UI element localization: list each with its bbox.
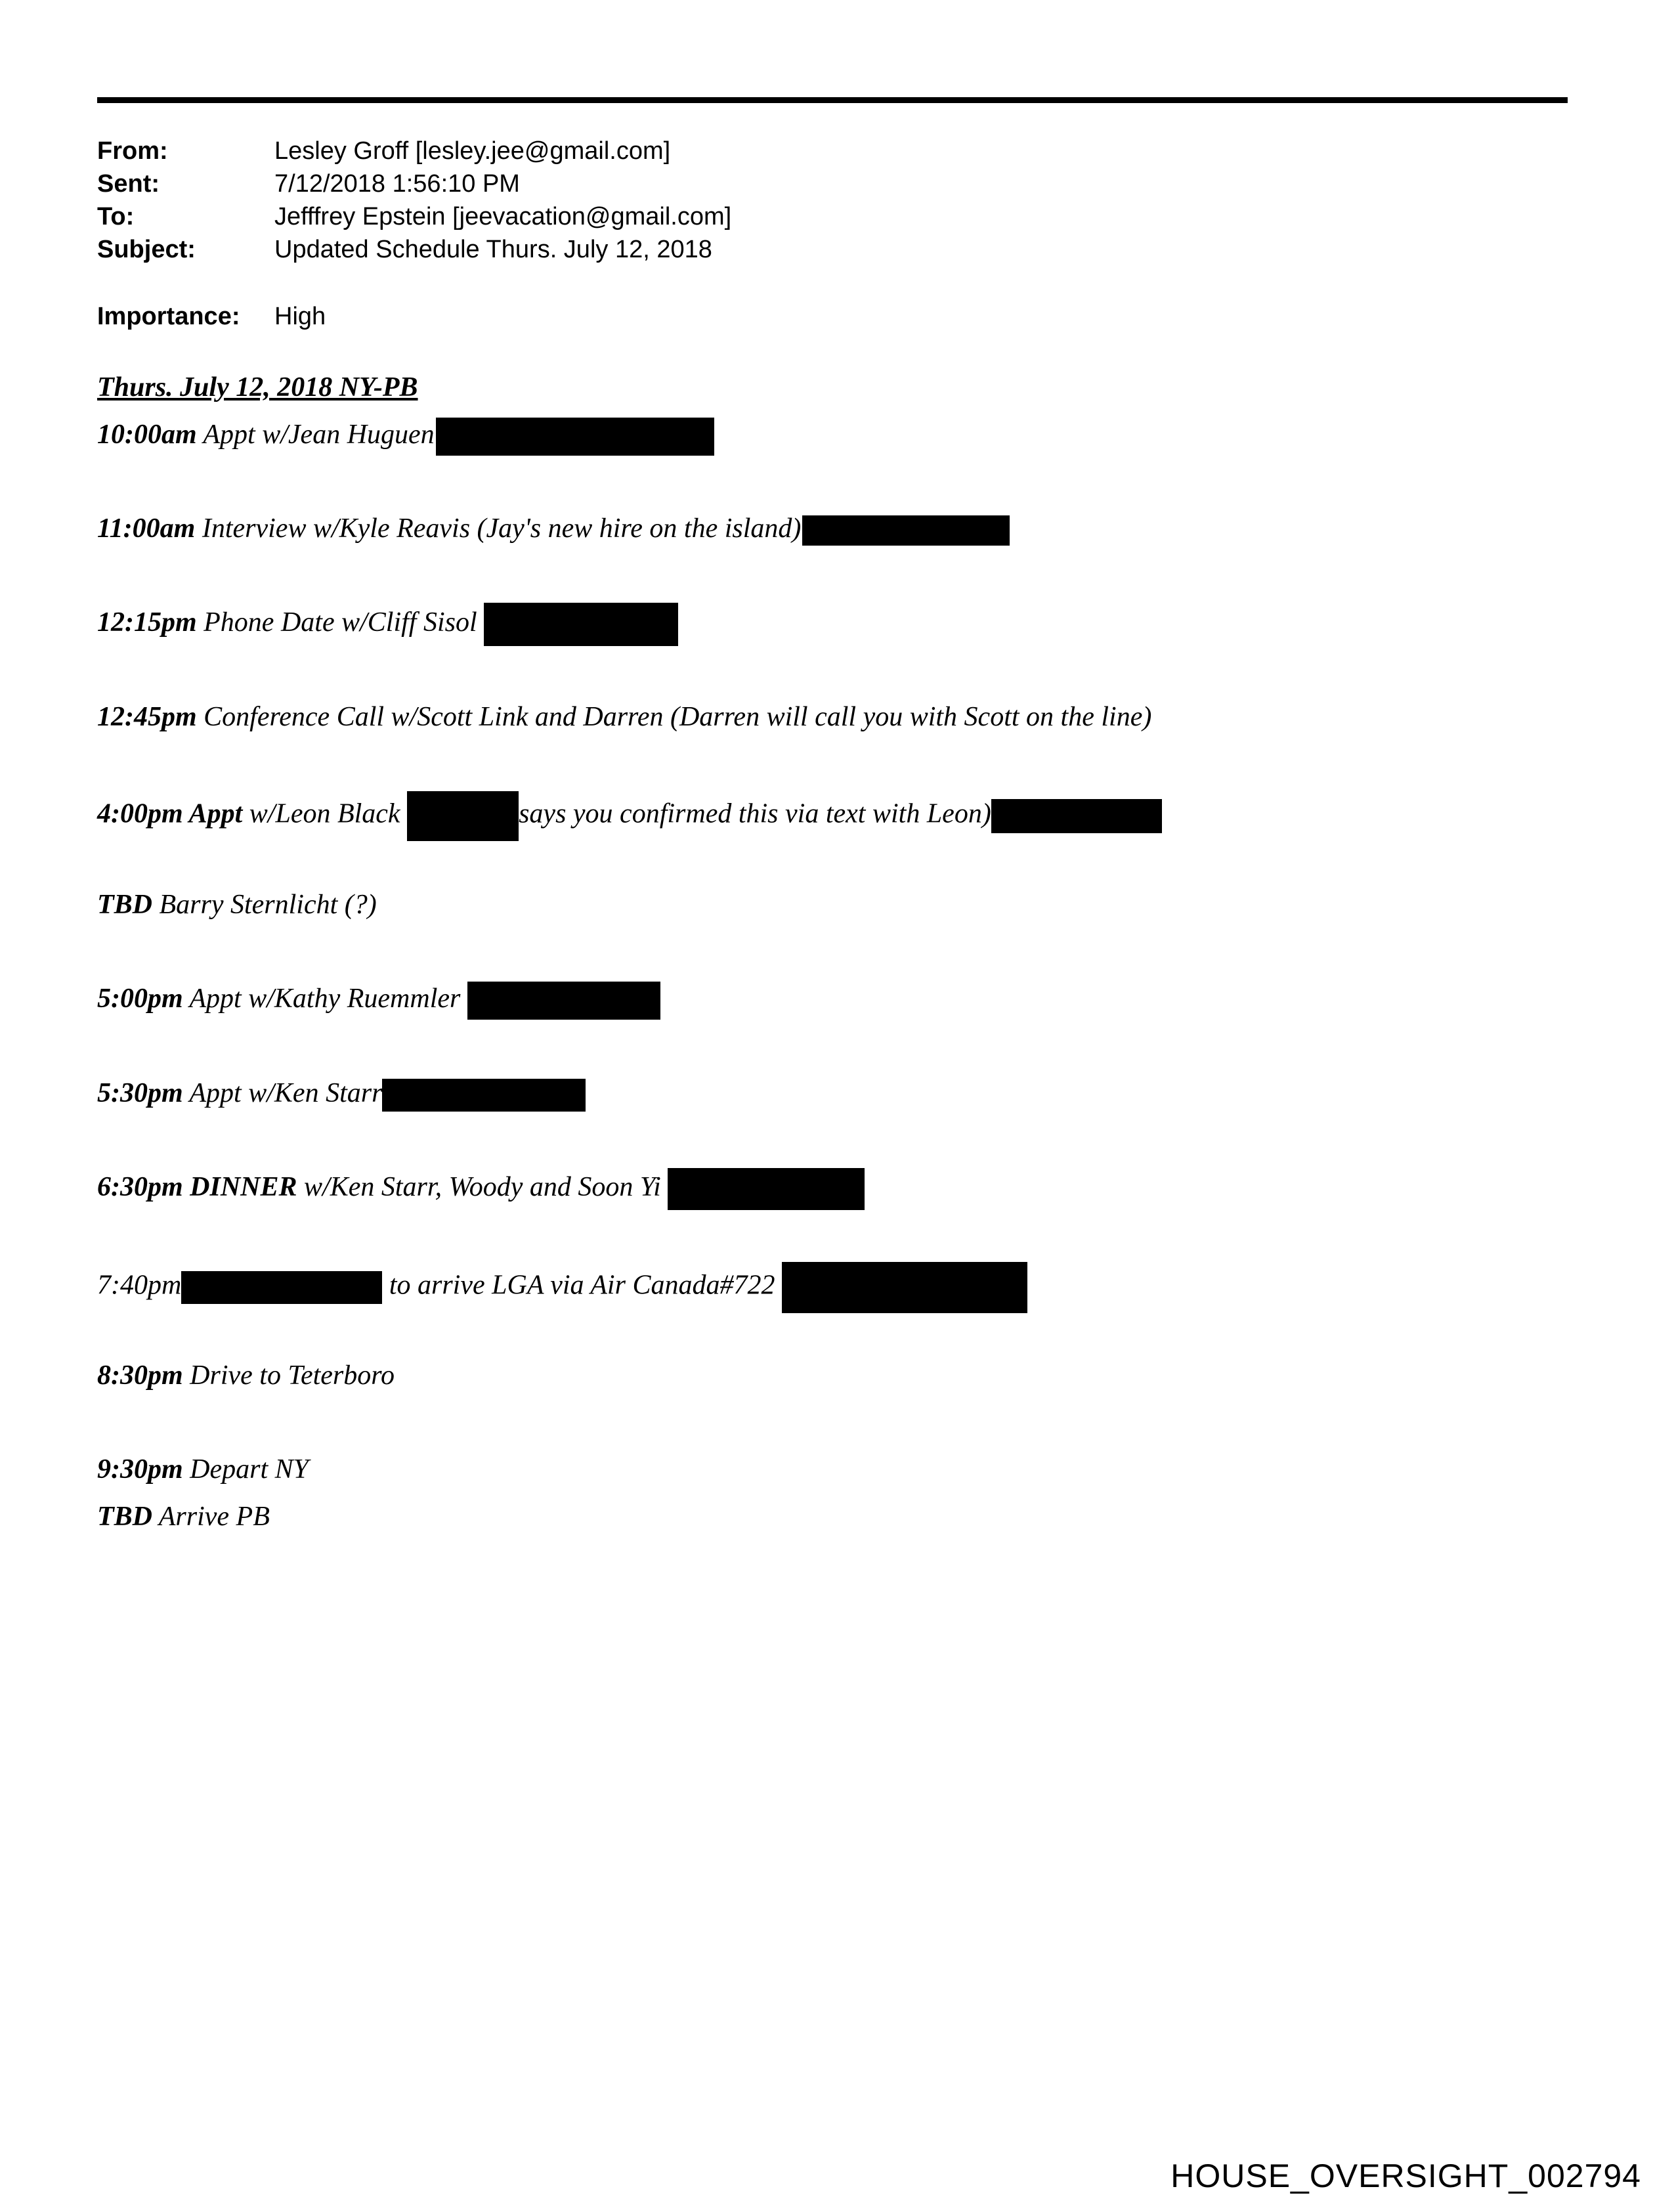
schedule-item	[97, 979, 660, 1020]
redaction-box	[668, 1168, 865, 1210]
schedule-item	[97, 791, 1162, 841]
schedule-time: 8:30pm	[97, 1360, 183, 1391]
schedule-text: Appt w/Kathy Ruemmler	[189, 984, 461, 1014]
redaction-box	[467, 982, 660, 1020]
schedule-item	[97, 603, 678, 646]
schedule-text: Drive to Teterboro	[190, 1360, 395, 1391]
schedule-text: Arrive PB	[158, 1502, 270, 1532]
schedule-text: Interview w/Kyle Reavis (Jay's new hire on the island)	[202, 513, 802, 544]
schedule-time: TBD	[97, 1502, 152, 1532]
schedule-time: 11:00am	[97, 513, 196, 544]
subject-value: Updated Schedule Thurs. July 12, 2018	[274, 236, 712, 263]
schedule-time: 9:30pm	[97, 1454, 183, 1485]
to-value: Jefffrey Epstein [jeevacation@gmail.com]	[274, 203, 732, 230]
redaction-box	[181, 1271, 382, 1304]
from-value: Lesley Groff [lesley.jee@gmail.com]	[274, 137, 671, 165]
schedule-time: 6:30pm DINNER	[97, 1172, 297, 1202]
schedule-text: w/Ken Starr, Woody and Soon Yi	[304, 1172, 661, 1202]
schedule-text-continued: says you confirmed this via text with Leon)	[519, 798, 991, 829]
bates-number: HOUSE_OVERSIGHT_002794	[1170, 2158, 1641, 2194]
redaction-box	[991, 799, 1162, 833]
redaction-box	[802, 515, 1010, 546]
schedule-time: 7:40pm	[97, 1270, 182, 1301]
schedule-item	[97, 1356, 395, 1395]
schedule-item	[97, 885, 377, 924]
sent-label: Sent:	[97, 170, 160, 198]
schedule-item	[97, 1073, 586, 1113]
schedule-time: 5:00pm	[97, 984, 183, 1014]
subject-label: Subject:	[97, 236, 196, 263]
schedule-time: 12:15pm	[97, 607, 197, 638]
redaction-box	[407, 791, 519, 841]
schedule-item	[97, 1167, 865, 1210]
schedule-time: 12:45pm	[97, 702, 197, 732]
schedule-text: Conference Call w/Scott Link and Darren (Darren will call you with Scott on the line)	[204, 702, 1152, 732]
schedule-item	[97, 1450, 309, 1489]
importance-value: High	[274, 303, 326, 330]
schedule-time: 4:00pm Appt	[97, 798, 243, 829]
schedule-text: w/Leon Black	[249, 798, 400, 829]
sent-value: 7/12/2018 1:56:10 PM	[274, 170, 520, 198]
schedule-text: to arrive LGA via Air Canada#722	[389, 1270, 775, 1301]
schedule-heading	[97, 368, 418, 407]
from-label: From:	[97, 137, 168, 165]
schedule-item	[97, 415, 714, 456]
header-rule	[97, 97, 1568, 103]
schedule-item	[97, 1262, 1027, 1313]
redaction-box	[484, 603, 678, 646]
redaction-box	[436, 418, 714, 456]
schedule-time: TBD	[97, 890, 152, 920]
schedule-time: 10:00am	[97, 420, 197, 450]
schedule-text: Barry Sternlicht (?)	[159, 890, 377, 920]
schedule-text: Appt w/Ken Starr	[189, 1078, 383, 1108]
schedule-heading-text: Thurs. July 12, 2018 NY-PB	[97, 372, 418, 402]
redaction-box	[782, 1262, 1027, 1313]
schedule-text: Appt w/Jean Huguen	[203, 420, 435, 450]
schedule-text: Phone Date w/Cliff Sisol	[204, 607, 477, 638]
schedule-time: 5:30pm	[97, 1078, 183, 1108]
to-label: To:	[97, 203, 135, 230]
importance-label: Importance:	[97, 303, 240, 330]
redaction-box	[382, 1079, 586, 1112]
schedule-item	[97, 509, 1010, 548]
schedule-item	[97, 1497, 270, 1536]
schedule-text: Depart NY	[190, 1454, 309, 1485]
schedule-item	[97, 697, 1151, 737]
